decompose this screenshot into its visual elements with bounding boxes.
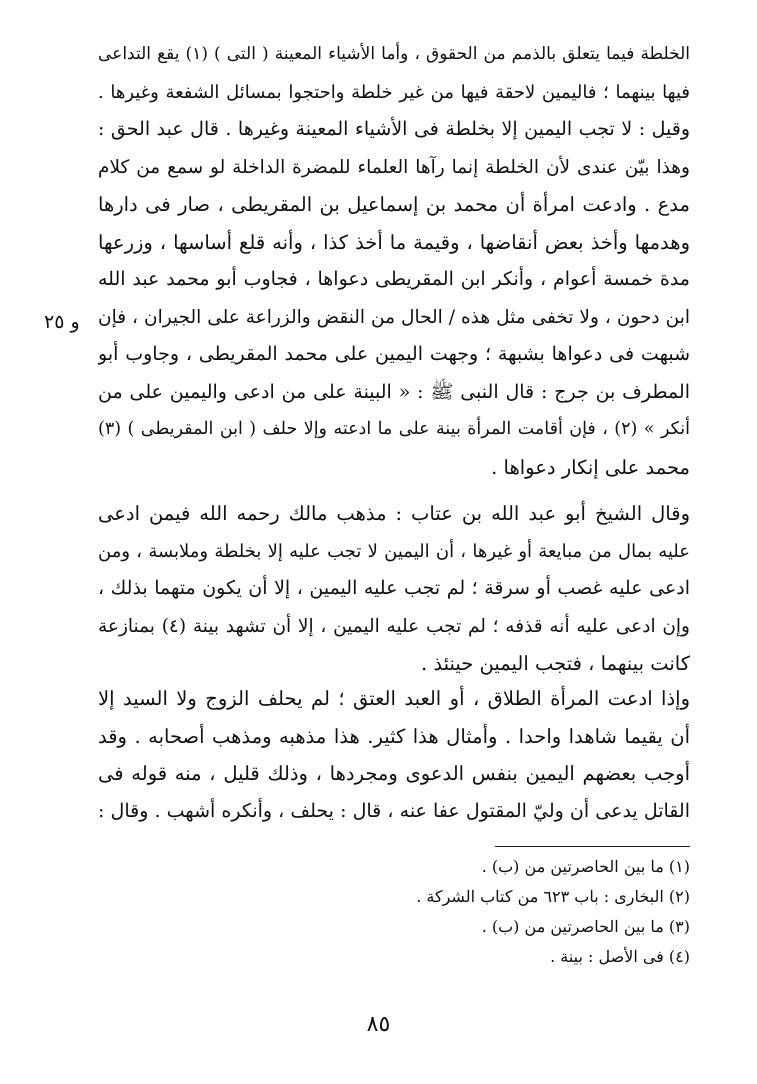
text-line: أنكر » (٢) ، فإن أقامت المرأة بينة على ما ادعته وإلا حلف ( ابن المقريطى ) (٣) (98, 419, 690, 439)
text-line: وإذا ادعت المرأة الطلاق ، أو العبد العتق ؛ لم يحلف الزوج ولا السيد إلا (98, 687, 690, 710)
text-line: أن يقيما شاهدا واحدا . وأمثال هذا كثير. هذا مذهبه ومذهب أصحابه . وقد (98, 724, 690, 748)
text-line: وقيل : لا تجب اليمين إلا بخلطة فى الأشياء المعينة وغيرها . قال عبد الحق : (98, 118, 690, 140)
text-line: وإن ادعى عليه أنه قذفه ؛ لم تجب عليه اليمين ، إلا أن تشهد بينة (٤) بمنازعة (98, 615, 690, 637)
text-line: محمد على إنكار دعواها . (491, 455, 690, 479)
footnote-divider (495, 846, 690, 847)
text-line: وهذا بيّن عندى لأن الخلطة إنما رآها العلماء للمضرة الداخلة لو سمع من كلام (98, 156, 690, 178)
margin-folio-note: و ٢٥ (44, 311, 80, 333)
text-line: عليه بمال من مبايعة أو غيرها ، أن اليمين لا تجب عليه إلا بخلطة وملابسة ، ومن (98, 540, 690, 562)
text-line: مدع . وادعت امرأة أن محمد بن إسماعيل بن المقريطى ، صار فى دارها (98, 193, 690, 216)
footnote: (٢) البخارى : باب ٦٢٣ من كتاب الشركة . (416, 887, 690, 906)
text-line: وقال الشيخ أبو عبد الله بن عتاب : مذهب مالك رحمه الله فيمن ادعى (98, 502, 690, 525)
text-line: وهدمها وأخذ بعض أنقاضها ، وقيمة ما أخذ كذا ، وأنه قلع أساسها ، وزرعها (98, 230, 690, 254)
footnote: (٣) ما بين الحاصرتين من (ب) . (481, 917, 690, 936)
text-line: الخلطة فيما يتعلق بالذمم من الحقوق ، وأما الأشياء المعينة ( التى ) (١) يقع التداعى (98, 44, 690, 64)
footnote: (١) ما بين الحاصرتين من (ب) . (481, 857, 690, 876)
text-line: كانت بينهما ، فتجب اليمين حينئذ . (420, 652, 690, 675)
text-line: أوجب بعضهم اليمين بنفس الدعوى ومجردها ، وذلك قليل ، منه قوله فى (98, 762, 690, 785)
paragraph-3 (98, 680, 690, 830)
text-line: المطرف بن جرج : قال النبى ﷺ : « البينة على من ادعى واليمين على من (98, 380, 690, 403)
text-line: شبهت فى دعواها بشبهة ؛ وجهت اليمين على محمد المقريطى ، وجاوب أبو (98, 343, 690, 365)
footnote: (٤) فى الأصل : بينة . (550, 947, 690, 966)
paragraph-1 (98, 36, 690, 486)
text-line: فيها بينهما ؛ فاليمين لاحقة فيها من غير خلطة واحتجوا بمسائل الشفعة وغيرها . (98, 81, 690, 103)
text-line: ابن دحون ، ولا تخفى مثل هذه / الحال من النقض والزراعة على الجيران ، فإن (98, 306, 690, 328)
page-number: ٨٥ (366, 1012, 391, 1037)
footnotes (300, 852, 690, 972)
text-line: ادعى عليه غصب أو سرقة ؛ لم تجب عليه اليمين ، إلا أن يكون متهما بذلك ، (98, 577, 690, 599)
text-line: مدة خمسة أعوام ، وأنكر ابن المقريطى دعواها ، فجاوب أبو محمد عبد الله (98, 268, 690, 290)
paragraph-2 (98, 495, 690, 683)
text-line: القاتل يدعى أن وليّ المقتول عفا عنه ، قال : يحلف ، وأنكره أشهب . وقال : (98, 799, 690, 822)
